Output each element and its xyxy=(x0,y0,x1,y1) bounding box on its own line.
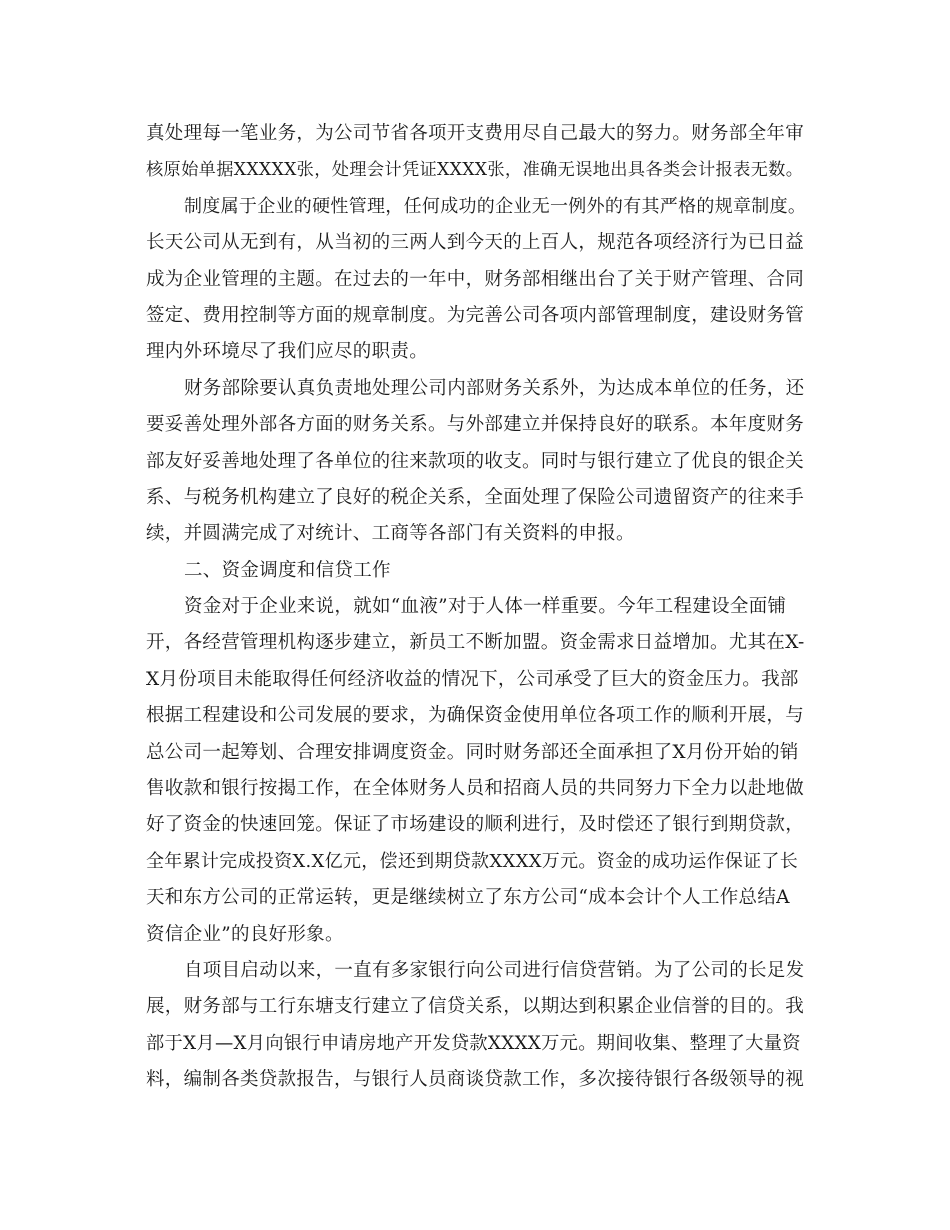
text-line: 要妥善处理外部各方面的财务关系。与外部建立并保持良好的联系。本年度财务 xyxy=(146,414,805,436)
paragraph-first-line: 自项目启动以来，一直有多家银行向公司进行信贷营销。为了公司的长足发 xyxy=(184,959,805,981)
text-line: 长天公司从无到有，从当初的三两人到今天的上百人，规范各项经济行为已日益 xyxy=(146,232,805,254)
paragraph-first-line: 财务部除要认真负责地处理公司内部财务关系外，为达成本单位的任务，还 xyxy=(184,377,805,399)
text-line: 料，编制各类贷款报告，与银行人员商谈贷款工作，多次接待银行各级领导的视 xyxy=(146,1069,805,1091)
text-line: 资信企业”的良好形象。 xyxy=(146,923,344,945)
text-line: 好了资金的快速回笼。保证了市场建设的顺利进行，及时偿还了银行到期贷款， xyxy=(146,814,805,836)
text-line: 核原始单据XXXXX张，处理会计凭证XXXX张，准确无误地出具各类会计报表无数。 xyxy=(146,160,804,181)
text-line: 根据工程建设和公司发展的要求，为确保资金使用单位各项工作的顺利开展，与 xyxy=(146,705,805,727)
text-line: 续，并圆满完成了对统计、工商等各部门有关资料的申报。 xyxy=(146,523,635,545)
text-line: 系、与税务机构建立了良好的税企关系，全面处理了保险公司遗留资产的往来手 xyxy=(146,486,805,508)
text-line: 理内外环境尽了我们应尽的职责。 xyxy=(146,341,429,363)
text-line: 开，各经营管理机构逐步建立，新员工不断加盟。资金需求日益增加。尤其在X- xyxy=(146,632,805,654)
text-line: 全年累计完成投资X.X亿元，偿还到期贷款XXXX万元。资金的成功运作保证了长 xyxy=(146,850,799,872)
text-line: 成为企业管理的主题。在过去的一年中，财务部相继出台了关于财产管理、合同 xyxy=(146,268,805,290)
text-line: 天和东方公司的正常运转，更是继续树立了东方公司“成本会计个人工作总结A xyxy=(146,887,790,909)
paragraph-first-line: 资金对于企业来说，就如“血液”对于人体一样重要。今年工程建设全面铺 xyxy=(184,596,787,618)
text-line: 部友好妥善地处理了各单位的往来款项的收支。同时与银行建立了优良的银企关 xyxy=(146,450,805,472)
text-line: 展，财务部与工行东塘支行建立了信贷关系，以期达到积累企业信誉的目的。我 xyxy=(146,996,805,1018)
text-line: 真处理每一笔业务，为公司节省各项开支费用尽自己最大的努力。财务部全年审 xyxy=(146,123,805,144)
text-line: 售收款和银行按揭工作，在全体财务人员和招商人员的共同努力下全力以赴地做 xyxy=(146,778,805,800)
text-line: 签定、费用控制等方面的规章制度。为完善公司各项内部管理制度，建设财务管 xyxy=(146,304,805,326)
document-body xyxy=(146,116,806,1099)
text-line: 总公司一起筹划、合理安排调度资金。同时财务部还全面承担了X月份开始的销 xyxy=(146,741,799,763)
paragraph-first-line: 制度属于企业的硬性管理，任何成功的企业无一例外的有其严格的规章制度。 xyxy=(184,195,807,217)
paragraph-first-line: 二、资金调度和信贷工作 xyxy=(184,559,391,581)
text-line: 部于X月—X月向银行申请房地产开发贷款XXXX万元。期间收集、整理了大量资 xyxy=(146,1032,801,1054)
text-line: X月份项目未能取得任何经济收益的情况下，公司承受了巨大的资金压力。我部 xyxy=(146,668,799,690)
